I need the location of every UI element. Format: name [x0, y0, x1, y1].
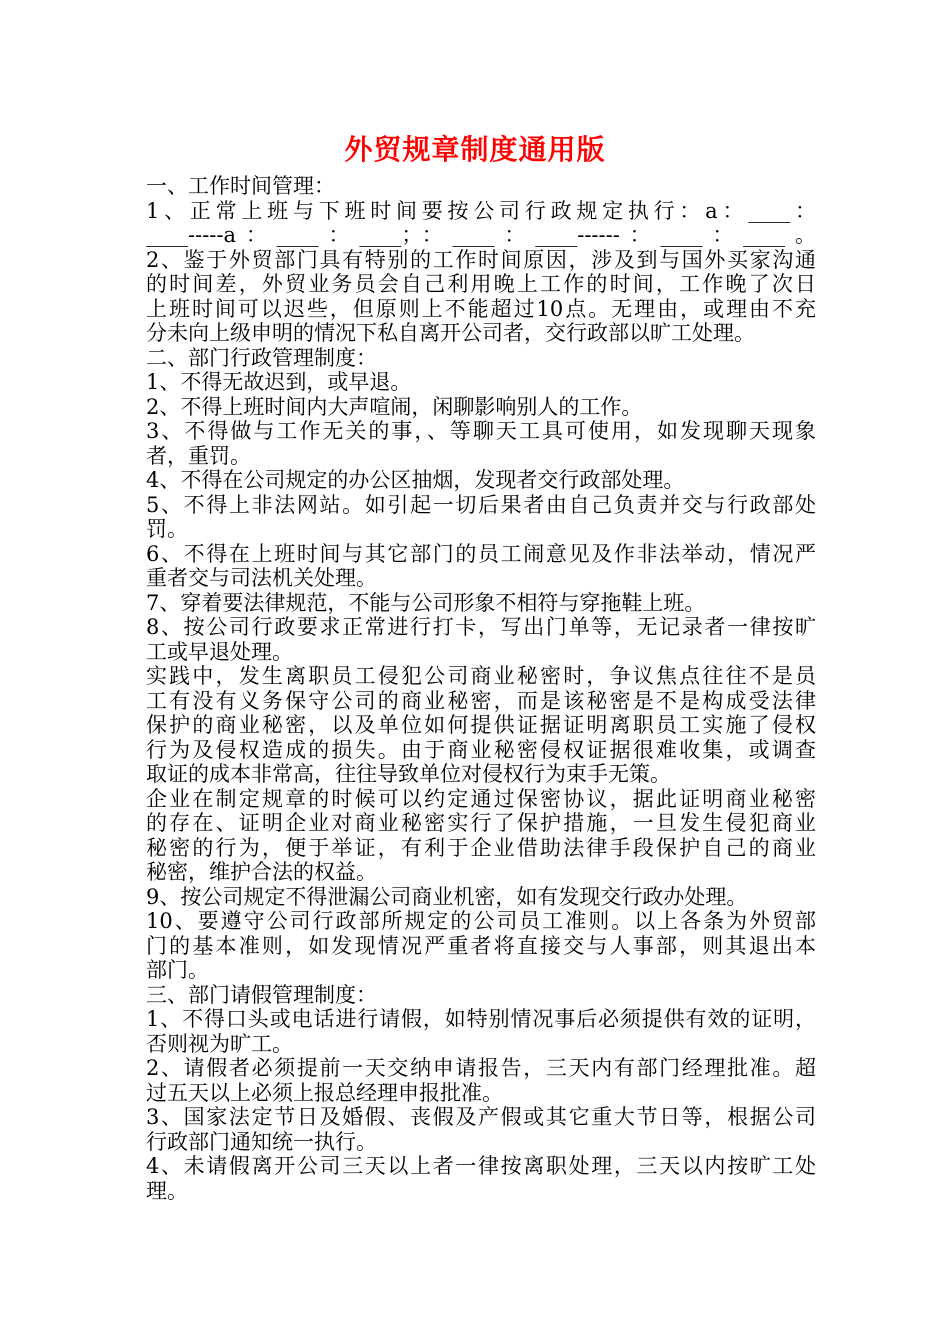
text-line: 行为及侵权造成的损失。由于商业秘密侵权证据很难收集，或调查 [146, 737, 816, 762]
text-line: 3、国家法定节日及婚假、丧假及产假或其它重大节日等，根据公司 [146, 1105, 816, 1129]
text-line: 三、部门请假管理制度： [146, 982, 377, 1007]
text-line: 一、工作时间管理： [146, 174, 335, 198]
text-line: 企业在制定规章的时候可以约定通过保密协议，据此证明商业秘密 [146, 786, 816, 811]
text-line: 的存在、证明企业对商业秘密实行了保护措施，一旦发生侵犯商业 [146, 811, 816, 835]
text-line: 4、不得在公司规定的办公区抽烟，发现者交行政部处理。 [146, 468, 685, 492]
text-line: 2、不得上班时间内大声喧闹，闲聊影响别人的工作。 [146, 394, 643, 419]
text-line: 2、鉴于外贸部门具有特别的工作时间原因，涉及到与国外买家沟通 [146, 247, 816, 272]
text-line: 者，重罚。 [146, 443, 251, 468]
text-line: 秘密的行为，便于举证，有利于企业借助法律手段保护自己的商业 [146, 835, 816, 860]
text-line: 1、不得无故迟到，或早退。 [146, 370, 412, 394]
text-line: 8、按公司行政要求正常进行打卡，写出门单等，无记录者一律按旷 [146, 615, 816, 639]
text-line: 10、要遵守公司行政部所规定的公司员工准则。以上各条为外贸部 [146, 909, 816, 933]
text-line: 门的基本准则，如发现情况严重者将直接交与人事部，则其退出本 [146, 933, 816, 958]
text-line: 实践中，发生离职员工侵犯公司商业秘密时，争议焦点往往不是员 [146, 664, 816, 688]
text-line: 1、正常上班与下班时间要按公司行政规定执行：a：____： [146, 198, 816, 223]
text-line: 工或早退处理。 [146, 639, 293, 664]
text-line: 保护的商业秘密，以及单位如何提供证据证明离职员工实施了侵权 [146, 713, 816, 737]
text-line: ____-----a：____：____；：____：____------：____：____。 [146, 223, 816, 247]
text-line: 3、不得做与工作无关的事，、等聊天工具可使用，如发现聊天现象 [146, 419, 816, 443]
document-title: 外贸规章制度通用版 [344, 133, 606, 166]
document-body [146, 174, 816, 1203]
text-line: 工有没有义务保守公司的商业秘密，而是该秘密是不是构成受法律 [146, 688, 816, 713]
text-line: 6、不得在上班时间与其它部门的员工闹意见及作非法举动，情况严 [146, 541, 816, 566]
text-line: 分未向上级申明的情况下私自离开公司者，交行政部以旷工处理。 [146, 321, 755, 345]
text-line: 2、请假者必须提前一天交纳申请报告，三天内有部门经理批准。超 [146, 1056, 816, 1080]
text-line: 二、部门行政管理制度： [146, 345, 377, 370]
text-line: 的时间差，外贸业务员会自己利用晚上工作的时间，工作晚了次日 [146, 272, 816, 296]
text-line: 取证的成本非常高，往往导致单位对侵权行为束手无策。 [146, 762, 671, 786]
text-line: 罚。 [146, 517, 188, 541]
text-line: 7、穿着要法律规范，不能与公司形象不相符与穿拖鞋上班。 [146, 590, 706, 615]
text-line: 5、不得上非法网站。如引起一切后果者由自己负责并交与行政部处 [146, 492, 816, 517]
text-line: 行政部门通知统一执行。 [146, 1129, 377, 1154]
text-line: 9、按公司规定不得泄漏公司商业机密，如有发现交行政办处理。 [146, 884, 748, 909]
text-line: 上班时间可以迟些，但原则上不能超过10点。无理由，或理由不充 [146, 296, 816, 321]
text-line: 4、未请假离开公司三天以上者一律按离职处理，三天以内按旷工处 [146, 1154, 816, 1178]
text-line: 重者交与司法机关处理。 [146, 566, 377, 590]
text-line: 理。 [146, 1178, 188, 1203]
text-line: 过五天以上必须上报总经理申报批准。 [146, 1080, 503, 1105]
text-line: 1、不得口头或电话进行请假，如特别情况事后必须提供有效的证明， [146, 1007, 816, 1031]
text-line: 否则视为旷工。 [146, 1031, 293, 1056]
text-line: 秘密，维护合法的权益。 [146, 860, 377, 884]
text-line: 部门。 [146, 958, 209, 982]
